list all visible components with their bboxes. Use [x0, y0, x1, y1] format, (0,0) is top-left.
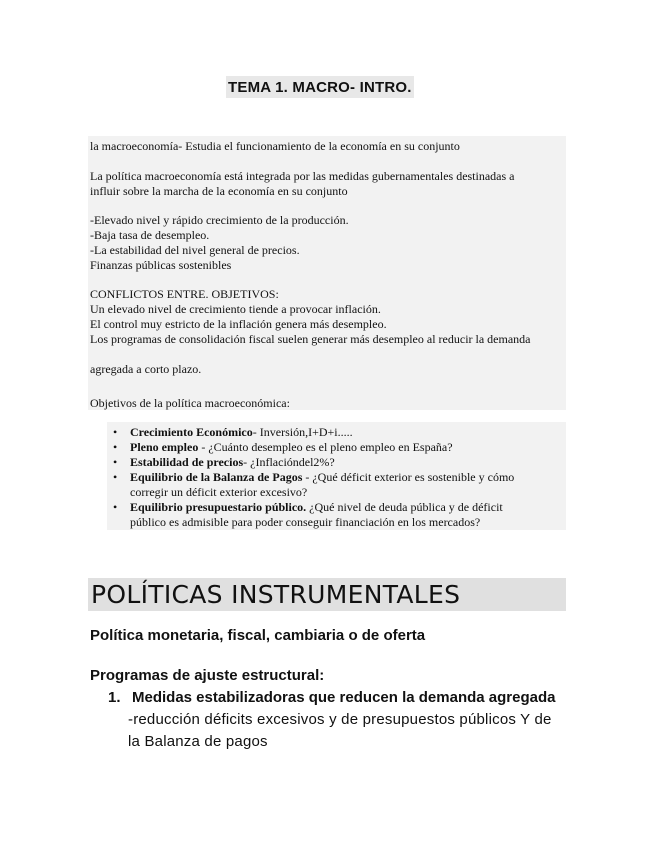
- objective-text: - ¿Inflacióndel2%?: [243, 455, 335, 469]
- objective-title: Estabilidad de precios: [130, 455, 244, 469]
- list-item: [110, 425, 514, 440]
- item-description: -reducción déficits excesivos y de presupuestos públicos Y de: [128, 711, 552, 728]
- numbered-item: [108, 689, 555, 706]
- list-item-continuation: [110, 515, 514, 530]
- objectives-list: [110, 425, 514, 530]
- programs-heading: Programas de ajuste estructural:: [90, 667, 325, 684]
- item-number: 1.: [108, 689, 121, 706]
- goal-item: -La estabilidad del nivel general de precios.: [90, 243, 300, 257]
- list-item: [110, 440, 514, 455]
- objective-text: - Inversión,I+D+i.....: [252, 425, 353, 439]
- item-title: Medidas estabilizadoras que reducen la demanda agregada: [132, 689, 556, 706]
- list-item-continuation: [110, 485, 514, 500]
- goal-item: -Baja tasa de desempleo.: [90, 228, 210, 242]
- policy-line-2: influir sobre la marcha de la economía en su conjunto: [90, 184, 348, 198]
- policy-types-line: Política monetaria, fiscal, cambiaria o de oferta: [90, 627, 426, 644]
- list-item: [110, 470, 514, 485]
- definition-line: la macroeconomía- Estudia el funcionamiento de la economía en su conjunto: [90, 139, 460, 153]
- policy-line-1: La política macroeconomía está integrada por las medidas gubernamentales destinadas a: [90, 169, 515, 183]
- objectives-heading: Objetivos de la política macroeconómica:: [90, 396, 290, 410]
- objective-text: - ¿Qué déficit exterior es sostenible y cómo: [302, 470, 515, 484]
- objective-text: corregir un déficit exterior excesivo?: [130, 485, 308, 499]
- conflict-item: El control muy estricto de la inflación genera más desempleo.: [90, 317, 387, 331]
- objective-text: público es admisible para poder conseguir financiación en los mercados?: [130, 515, 481, 529]
- objective-title: Crecimiento Económico: [130, 425, 253, 439]
- conflict-item: agregada a corto plazo.: [90, 362, 202, 376]
- goal-item: -Elevado nivel y rápido crecimiento de la producción.: [90, 213, 349, 227]
- objective-title: Equilibrio de la Balanza de Pagos: [130, 470, 303, 484]
- page-title: TEMA 1. MACRO- INTRO.: [226, 76, 414, 98]
- goal-item: Finanzas públicas sostenibles: [90, 258, 232, 272]
- conflict-item: Un elevado nivel de crecimiento tiende a provocar inflación.: [90, 302, 381, 316]
- objective-title: Pleno empleo: [130, 440, 199, 454]
- conflicts-heading: CONFLICTOS ENTRE. OBJETIVOS:: [90, 287, 279, 301]
- objective-title: Equilibrio presupuestario público.: [130, 500, 307, 514]
- objective-text: - ¿Cuánto desempleo es el pleno empleo en España?: [198, 440, 453, 454]
- list-item: [110, 455, 514, 470]
- section-heading: POLÍTICAS INSTRUMENTALES: [88, 578, 566, 611]
- objective-text: ¿Qué nivel de deuda pública y de déficit: [306, 500, 503, 514]
- item-description: la Balanza de pagos: [128, 733, 268, 750]
- list-item: [110, 500, 514, 515]
- conflict-item: Los programas de consolidación fiscal suelen generar más desempleo al reducir la demanda: [90, 332, 531, 346]
